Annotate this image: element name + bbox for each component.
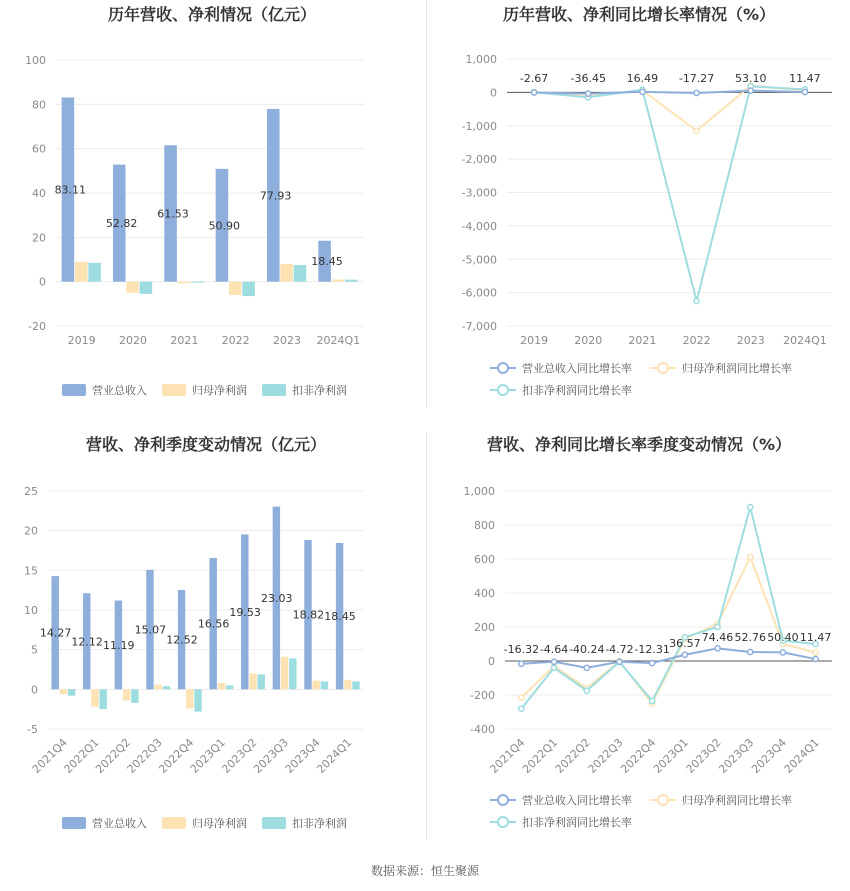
- data-label: 16.56: [197, 617, 230, 631]
- bar: [154, 685, 161, 690]
- bar: [345, 280, 358, 282]
- legend-marker: [658, 795, 668, 805]
- y-tick-label: 20: [32, 231, 46, 245]
- y-tick-label: 0: [490, 86, 497, 100]
- data-label: 36.57: [669, 637, 701, 650]
- x-tick-label: 2019: [520, 334, 549, 347]
- x-tick-label: 2024Q1: [314, 735, 355, 776]
- legend-label: 扣非净利润同比增长率: [522, 816, 632, 829]
- data-label: 14.27: [39, 626, 72, 640]
- annual-bar-chart: [0, 0, 425, 410]
- data-point: [650, 660, 655, 665]
- y-tick-label: -200: [470, 689, 495, 702]
- bar: [186, 689, 193, 708]
- annual-line-chart: [427, 0, 850, 410]
- bar: [60, 689, 67, 694]
- data-point: [551, 665, 556, 670]
- legend-label: 营业总收入同比增长率: [522, 794, 632, 807]
- quarterly-revenue-profit-panel: [0, 430, 425, 860]
- data-label: 61.53: [157, 207, 189, 221]
- bar: [123, 689, 130, 700]
- chart-title: 历年营收、净利同比增长率情况（%）: [502, 5, 776, 24]
- bar: [131, 689, 138, 702]
- x-tick-label: 2023: [273, 334, 301, 347]
- legend-label: 归母净利润同比增长率: [682, 362, 792, 375]
- bar: [140, 282, 153, 294]
- x-tick-label: 2023Q2: [683, 735, 724, 776]
- y-tick-label: 200: [474, 621, 495, 634]
- data-point: [551, 659, 556, 664]
- x-tick-label: 2022Q1: [61, 735, 102, 776]
- x-tick-label: 2019: [67, 334, 96, 347]
- quarterly-line-chart: [427, 430, 850, 850]
- x-tick-label: 2021Q4: [487, 735, 528, 776]
- bar: [312, 681, 319, 690]
- bar: [75, 262, 88, 282]
- bar: [281, 657, 288, 690]
- data-source-note: 数据来源：恒生聚源: [370, 864, 479, 878]
- legend-marker: [498, 385, 508, 395]
- legend-swatch: [162, 384, 186, 396]
- legend-marker: [498, 817, 508, 827]
- data-point: [780, 650, 785, 655]
- bar: [344, 680, 351, 690]
- x-tick-label: 2023Q3: [716, 735, 757, 776]
- legend-label: 扣非净利润: [292, 384, 347, 397]
- data-label: 18.45: [324, 610, 356, 624]
- annual-revenue-profit-panel: [0, 0, 425, 430]
- legend-swatch: [62, 817, 86, 829]
- x-tick-label: 2022Q3: [585, 735, 626, 776]
- bar: [352, 681, 359, 689]
- data-label: 74.46: [701, 631, 734, 644]
- x-tick-label: 2022Q3: [124, 735, 165, 776]
- y-tick-label: 80: [32, 98, 46, 112]
- bar: [242, 282, 255, 296]
- y-tick-label: 0: [488, 655, 495, 668]
- data-point: [682, 652, 687, 657]
- y-tick-label: -400: [470, 723, 495, 736]
- chart-title: 历年营收、净利情况（亿元）: [107, 5, 317, 24]
- y-tick-label: -5,000: [461, 253, 497, 267]
- x-tick-label: 2022: [682, 334, 711, 347]
- data-point: [694, 90, 699, 95]
- data-label: 52.82: [105, 217, 138, 231]
- data-label: -4.72: [605, 643, 634, 656]
- x-tick-label: 2023Q1: [650, 735, 691, 776]
- data-label: 53.10: [735, 72, 767, 85]
- data-label: -36.45: [570, 72, 606, 85]
- data-label: 16.49: [626, 72, 659, 85]
- data-point: [519, 706, 524, 711]
- x-tick-label: 2022: [221, 334, 250, 347]
- y-tick-label: 400: [474, 587, 495, 600]
- data-point: [617, 659, 622, 664]
- data-label: 19.53: [229, 605, 261, 619]
- legend-swatch: [162, 817, 186, 829]
- bar: [163, 686, 170, 689]
- x-tick-label: 2022Q4: [156, 735, 197, 776]
- data-label: -40.24: [569, 643, 605, 656]
- bar: [68, 689, 75, 695]
- y-tick-label: -5: [27, 723, 38, 736]
- y-tick-label: -1,000: [461, 119, 497, 133]
- data-label: 77.93: [259, 189, 292, 203]
- data-point: [813, 650, 818, 655]
- bar: [289, 658, 296, 689]
- y-tick-label: 1,000: [465, 53, 497, 66]
- series-line: [521, 507, 815, 708]
- y-tick-label: 600: [474, 553, 495, 566]
- x-tick-label: 2021: [170, 334, 199, 347]
- data-label: 18.82: [292, 608, 325, 622]
- y-tick-label: 0: [39, 275, 46, 289]
- bar: [280, 264, 293, 282]
- data-point: [640, 89, 645, 94]
- y-tick-label: -2,000: [461, 153, 497, 167]
- y-tick-label: 15: [24, 564, 38, 578]
- bar: [126, 282, 139, 293]
- y-tick-label: 60: [32, 142, 46, 156]
- legend-label: 营业总收入: [92, 817, 147, 830]
- chart-title: 营收、净利季度变动情况（亿元）: [85, 435, 327, 454]
- data-point: [694, 128, 699, 133]
- y-tick-label: 25: [24, 485, 38, 498]
- legend-marker: [498, 363, 508, 373]
- x-tick-label: 2020: [574, 334, 603, 347]
- x-tick-label: 2022Q2: [93, 735, 134, 776]
- data-label: 12.52: [166, 633, 198, 647]
- data-point: [748, 649, 753, 654]
- data-point: [584, 665, 589, 670]
- data-point: [519, 661, 524, 666]
- bar: [218, 683, 225, 689]
- data-point: [715, 646, 720, 651]
- data-point: [748, 555, 753, 560]
- legend-label: 营业总收入: [92, 384, 147, 397]
- bar: [100, 689, 107, 709]
- y-tick-label: 40: [32, 187, 46, 200]
- x-tick-label: 2021: [628, 334, 657, 347]
- x-tick-label: 2022Q4: [618, 735, 659, 776]
- annual-growth-panel: [427, 0, 850, 430]
- legend-label: 扣非净利润同比增长率: [522, 384, 632, 397]
- y-tick-label: -20: [28, 320, 46, 333]
- data-label: 11.19: [103, 638, 135, 652]
- data-point: [531, 90, 536, 95]
- y-tick-label: -6,000: [461, 286, 497, 300]
- x-tick-label: 2023Q4: [282, 735, 323, 776]
- bar: [258, 674, 265, 689]
- bar: [249, 673, 256, 689]
- data-point: [748, 88, 753, 93]
- data-label: 18.45: [311, 255, 343, 269]
- data-point: [650, 698, 655, 703]
- legend-marker: [658, 363, 668, 373]
- legend-label: 归母净利润同比增长率: [682, 794, 792, 807]
- data-point: [584, 688, 589, 693]
- data-label: 50.40: [767, 631, 799, 644]
- legend-label: 营业总收入同比增长率: [522, 362, 632, 375]
- y-tick-label: -4,000: [461, 219, 497, 233]
- y-tick-label: -7,000: [461, 320, 497, 333]
- data-label: -2.67: [519, 72, 549, 85]
- y-tick-label: 10: [24, 604, 38, 617]
- data-label: -4.64: [539, 643, 569, 656]
- y-tick-label: 5: [31, 643, 38, 657]
- x-tick-label: 2024Q1: [316, 334, 361, 347]
- data-label: 15.07: [134, 623, 167, 637]
- x-tick-label: 2024Q1: [783, 334, 827, 347]
- quarterly-growth-panel: [427, 430, 850, 860]
- data-point: [748, 505, 753, 510]
- legend-label: 扣非净利润: [292, 817, 347, 830]
- data-label: -16.32: [503, 643, 540, 656]
- legend-label: 归母净利润: [192, 384, 247, 397]
- data-label: 23.03: [261, 591, 293, 605]
- bar: [321, 681, 328, 689]
- legend-swatch: [62, 384, 86, 396]
- bar: [91, 689, 98, 706]
- data-label: 12.12: [71, 635, 103, 649]
- data-label: 83.11: [54, 183, 87, 197]
- x-tick-label: 2021Q4: [29, 735, 70, 776]
- data-point: [586, 91, 591, 96]
- x-tick-label: 2022Q1: [520, 735, 561, 776]
- x-tick-label: 2024Q1: [781, 735, 822, 776]
- bar: [226, 685, 233, 689]
- x-tick-label: 2023Q3: [251, 735, 292, 776]
- x-tick-label: 2023Q1: [187, 735, 228, 776]
- series-line: [534, 86, 805, 301]
- y-tick-label: -3,000: [461, 186, 497, 200]
- data-label: -12.31: [634, 643, 670, 656]
- data-label: 50.90: [208, 219, 241, 233]
- data-point: [715, 624, 720, 629]
- legend-label: 归母净利润: [192, 817, 247, 830]
- y-tick-label: 0: [31, 683, 38, 697]
- data-point: [694, 298, 699, 303]
- x-tick-label: 2023Q2: [219, 735, 260, 776]
- y-tick-label: 100: [25, 54, 46, 67]
- bar: [191, 282, 204, 283]
- x-tick-label: 2022Q2: [552, 735, 593, 776]
- bar: [294, 265, 307, 282]
- data-label: 11.47: [789, 72, 821, 85]
- data-point: [802, 89, 807, 94]
- legend-swatch: [262, 817, 286, 829]
- bar: [332, 279, 345, 281]
- x-tick-label: 2020: [119, 334, 147, 347]
- bar: [178, 282, 191, 284]
- quarterly-bar-chart: [0, 430, 425, 850]
- data-point: [813, 656, 818, 661]
- y-tick-label: 20: [24, 524, 38, 538]
- bar: [229, 282, 242, 295]
- chart-title: 营收、净利同比增长率季度变动情况（%）: [486, 435, 792, 454]
- bar: [88, 263, 101, 282]
- x-tick-label: 2023: [736, 334, 765, 347]
- y-tick-label: 1,000: [463, 485, 495, 498]
- data-label: 11.47: [799, 631, 832, 644]
- data-label: -17.27: [678, 72, 715, 85]
- data-point: [519, 695, 524, 700]
- x-tick-label: 2023Q4: [749, 735, 790, 776]
- legend-marker: [498, 795, 508, 805]
- y-tick-label: 800: [474, 519, 495, 532]
- legend-swatch: [262, 384, 286, 396]
- bar: [194, 689, 201, 711]
- data-label: 52.76: [734, 631, 766, 644]
